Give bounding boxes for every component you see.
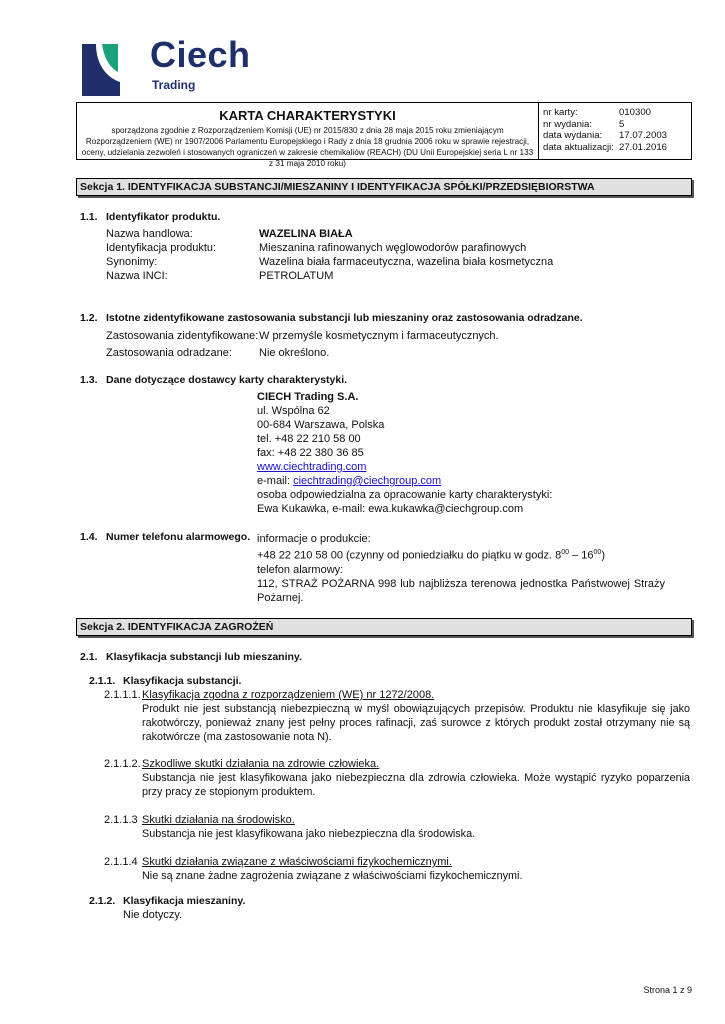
company-logo [80,34,260,98]
field-value: Wazelina biała farmaceutyczna, wazelina biała kosmetyczna [259,256,554,268]
meta-row [543,130,691,142]
meta-value: 27.01.2016 [619,141,668,153]
subsection-heading: Klasyfikacja mieszaniny. [123,895,246,907]
item-2-1-1-2-title [104,757,379,771]
item-2-1-1-3-title [104,813,295,827]
subsection-1-4-title [80,531,250,544]
item-2-1-1-2-text: Substancja nie jest klasyfikowana jako niebezpieczna dla zdrowia człowieka. Może wystąpić ryzyko poparzenia przy pracy ze stopionym produktem. [142,772,690,798]
item-number: 2.1.1.1. [104,689,141,701]
emergency-contacts [257,532,665,605]
document-title: KARTA CHARAKTERYSTYKI [219,108,396,123]
item-number: 2.1.1.2. [104,758,141,770]
field-value: Nie określono. [259,347,330,359]
document-header [76,102,692,168]
product-row [106,269,333,283]
email-label: e-mail: [257,475,294,487]
section-2-header: Sekcja 2. IDENTYFIKACJA ZAGROŻEŃ [76,618,692,636]
subsection-1-3-title [80,374,347,387]
supplier-fax: fax: +48 22 380 36 85 [257,447,364,459]
subsection-number: 2.1. [80,651,98,663]
subsection-2-1-1-title [89,675,241,688]
subsection-heading: Istotne zidentyfikowane zastosowania substancji lub mieszaniny oraz zastosowania odradzane. [106,312,583,324]
item-2-1-1-4-text: Nie są znane żadne zagrożenia związane z właściwościami fizykochemicznymi. [142,870,523,882]
subsection-number: 1.2. [80,312,98,324]
responsible-label: osoba odpowiedzialna za opracowanie karty charakterystyki: [257,489,553,501]
document-regulation-note: sporządzona zgodnie z Rozporządzeniem Komisji (UE) nr 2015/830 z dnia 28 maja 2015 roku zmieniającym Rozporządzeniem (WE) nr 1907/2006 Parlamentu Europejskiego i Rady z dnia 18 grudnia 2006 roku w sprawie rejestracji, oceny, udzielania zezwoleń i stosowanych ograniczeń w zakresie chemikaliów (REACH) (DU Unii Europejskiej seria L nr 133 z 31 maja 2010 roku) [81,126,534,168]
meta-value: 5 [619,118,625,130]
supplier-phone: tel. +48 22 210 58 00 [257,433,361,445]
field-value: PETROLATUM [259,270,334,282]
product-info-phone [257,546,665,563]
supplier-email-link[interactable]: ciechtrading@ciechgroup.com [293,475,442,487]
mixture-classification-text: Nie dotyczy. [123,909,183,921]
field-label: Zastosowania zidentyfikowane: [106,330,259,342]
logo-subtitle: Trading [152,78,196,92]
responsible-person: Ewa Kukawka, e-mail: ewa.kukawka@ciechgroup.com [257,503,524,515]
subsection-number: 1.4. [80,531,98,543]
field-label: Synonimy: [106,256,158,268]
phone-text: – 16 [569,549,594,562]
document-meta [543,107,691,153]
item-heading: Szkodliwe skutki działania na zdrowie człowieka. [142,758,380,770]
product-info-label: informacje o produkcie: [257,533,371,545]
subsection-2-1-2-title [89,895,245,908]
product-row [106,241,526,255]
item-heading: Skutki działania na środowisko. [142,814,295,826]
item-heading: Skutki działania związane z właściwościami fizykochemicznymi. [142,856,452,868]
hour-superscript: 00 [593,549,602,556]
subsection-heading: Identyfikator produktu. [106,211,221,223]
meta-key: nr wydania: [543,118,593,130]
phone-text: +48 22 210 58 00 (czynny od poniedziałku do piątku w godz. 8 [257,549,562,562]
meta-row [543,107,691,119]
supplier-website-link[interactable]: www.ciechtrading.com [257,461,367,473]
supplier-street: ul. Wspólna 62 [257,405,330,417]
item-number: 2.1.1.4 [104,856,138,868]
meta-key: nr karty: [543,107,578,118]
item-heading: Klasyfikacja zgodna z rozporządzeniem (WE) nr 1272/2008. [142,689,435,701]
usage-row [106,346,329,360]
subsection-heading: Klasyfikacja substancji. [123,675,242,687]
item-number: 2.1.1.3 [104,814,138,826]
supplier-details [257,390,552,516]
page-number: Strona 1 z 9 [643,985,692,995]
item-2-1-1-1-text: Produkt nie jest substancją niebezpieczną w myśl obowiązujących przepisów. Produktu nie klasyfikuje się jako rakotwórczy, ponieważ znany jest pełny proces rafinacji, zaś surowce z których produkt został otrzymany nie są rakotwórcze (ma zastosowanie nota N). [142,703,690,743]
meta-key: data wydania: [543,130,603,141]
subsection-2-1-title [80,651,302,664]
ciech-logo-icon [80,42,142,98]
field-label: Zastosowania odradzane: [106,347,232,359]
meta-row [543,119,691,131]
field-value: W przemyśle kosmetycznym i farmaceutycznych. [259,330,499,342]
product-row [106,227,353,241]
meta-row [543,142,691,154]
usage-row [106,329,499,343]
alarm-phone-text: 112, STRAŻ POŻARNA 998 lub najbliższa terenowa jednostka Państwowej Straży Pożarnej. [257,577,665,604]
field-value: Mieszanina rafinowanych węglowodorów parafinowych [259,242,527,254]
field-label: Nazwa INCI: [106,270,168,282]
subsection-number: 2.1.2. [89,895,116,907]
subsection-number: 1.3. [80,374,98,386]
meta-value: 010300 [619,107,652,118]
subsection-heading: Klasyfikacja substancji lub mieszaniny. [106,651,302,663]
field-label: Identyfikacja produktu: [106,242,217,254]
subsection-heading: Dane dotyczące dostawcy karty charakterystyki. [106,374,348,386]
meta-key: data aktualizacji: [543,141,614,153]
meta-value: 17.07.2003 [619,130,668,141]
field-label: Nazwa handlowa: [106,228,193,240]
alarm-phone-label: telefon alarmowy: [257,563,344,576]
logo-wordmark: Ciech [150,34,251,75]
subsection-1-2-title [80,312,583,325]
item-2-1-1-3-text: Substancja nie jest klasyfikowana jako niebezpieczna dla środowiska. [142,828,476,840]
header-title-block [77,103,539,168]
supplier-city: 00-684 Warszawa, Polska [257,419,385,431]
subsection-1-1-title [80,211,220,224]
phone-text: ) [601,549,605,562]
subsection-number: 1.1. [80,211,98,223]
field-value: WAZELINA BIAŁA [259,228,353,240]
product-row [106,255,553,269]
hour-superscript: 00 [561,549,570,556]
item-2-1-1-4-title [104,855,452,869]
subsection-number: 2.1.1. [89,675,116,687]
item-2-1-1-1-title [104,688,434,702]
subsection-heading: Numer telefonu alarmowego. [106,531,251,543]
section-1-header: Sekcja 1. IDENTYFIKACJA SUBSTANCJI/MIESZANINY I IDENTYFIKACJA SPÓŁKI/PRZEDSIĘBIORSTWA [76,178,692,196]
supplier-name: CIECH Trading S.A. [257,391,359,403]
